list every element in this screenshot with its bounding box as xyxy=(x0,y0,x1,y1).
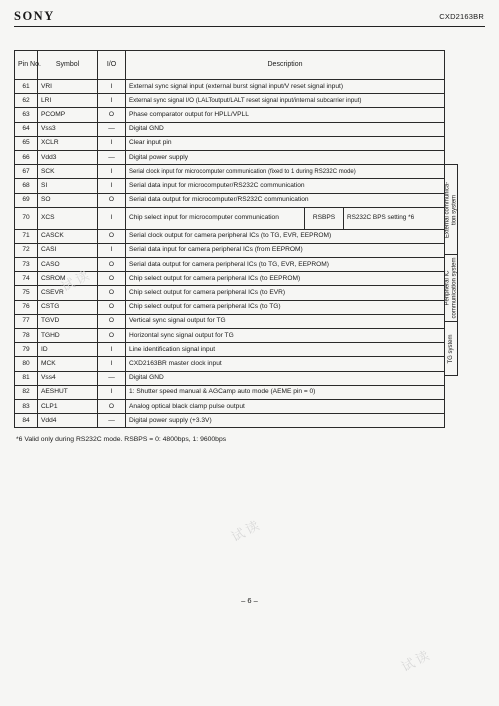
pin-io: O xyxy=(98,272,126,286)
pin-description: Digital power supply (+3.3V) xyxy=(126,414,445,428)
table-row xyxy=(15,314,445,328)
table-row xyxy=(15,399,445,413)
pin-number: 61 xyxy=(15,80,38,94)
footnote: *6 Valid only during RS232C mode. RSBPS = 0: 4800bps, 1: 9600bps xyxy=(16,436,227,443)
rsbps-label: RSBPS xyxy=(305,207,344,229)
pin-io: O xyxy=(98,193,126,207)
pin-number: 84 xyxy=(15,414,38,428)
pin-symbol: CSTG xyxy=(38,300,98,314)
pin-number: 83 xyxy=(15,399,38,413)
pin-symbol: VRI xyxy=(38,80,98,94)
pin-symbol: PCOMP xyxy=(38,108,98,122)
table-header-row xyxy=(15,51,445,80)
pin-description: Chip select output for camera peripheral ICs (to TG) xyxy=(126,300,445,314)
tg-system-label: TG system xyxy=(447,333,454,364)
pin-number: 65 xyxy=(15,136,38,150)
pin-symbol: TGVD xyxy=(38,314,98,328)
table-row xyxy=(15,193,445,207)
pin-description: Vertical sync signal output for TG xyxy=(126,314,445,328)
watermark-text: 试读 xyxy=(58,266,95,295)
pin-io: O xyxy=(98,300,126,314)
pin-symbol: XCLR xyxy=(38,136,98,150)
pin-description: Digital GND xyxy=(126,371,445,385)
pin-description: Clear input pin xyxy=(126,136,445,150)
pin-description: Analog optical black clamp pulse output xyxy=(126,399,445,413)
pin-symbol: CASCK xyxy=(38,229,98,243)
pin-symbol: TGHD xyxy=(38,329,98,343)
pin-description: Chip select input for microcomputer communication xyxy=(126,207,305,229)
pin-io: O xyxy=(98,314,126,328)
pin-io: I xyxy=(98,243,126,257)
pin-number: 74 xyxy=(15,272,38,286)
pin-description: Serial data input for camera peripheral ICs (from EEPROM) xyxy=(126,243,445,257)
pin-symbol: Vss3 xyxy=(38,122,98,136)
table-row xyxy=(15,80,445,94)
pin-number: 71 xyxy=(15,229,38,243)
header-rule xyxy=(14,26,485,27)
pin-io: O xyxy=(98,108,126,122)
pin-description: Chip select output for camera peripheral ICs (to EEPROM) xyxy=(126,272,445,286)
pin-io: — xyxy=(98,150,126,164)
table-row xyxy=(15,179,445,193)
pin-number: 82 xyxy=(15,385,38,399)
pin-symbol: CSEVR xyxy=(38,286,98,300)
pin-io: I xyxy=(98,179,126,193)
table-row xyxy=(15,414,445,428)
peripheral-ic-label: Peripheral IC communication system xyxy=(444,257,457,319)
pin-io: I xyxy=(98,94,126,108)
header-description: Description xyxy=(126,51,445,80)
table-row xyxy=(15,207,445,229)
table-row xyxy=(15,108,445,122)
rs232c-bps-setting: RS232C BPS setting *6 xyxy=(344,207,445,229)
pin-description: External sync signal input (external burst signal input/V reset signal input) xyxy=(126,80,445,94)
table-row xyxy=(15,122,445,136)
watermark-text: 试读 xyxy=(398,646,435,675)
pin-description: Phase comparator output for HPLL/VPLL xyxy=(126,108,445,122)
pin-number: 67 xyxy=(15,165,38,179)
pin-description: Serial data output for microcomputer/RS232C communication xyxy=(126,193,445,207)
table-row xyxy=(15,94,445,108)
pin-symbol: CASI xyxy=(38,243,98,257)
pin-description: 1: Shutter speed manual & AGCamp auto mode (AEME pin = 0) xyxy=(126,385,445,399)
pin-description: Line identification signal input xyxy=(126,343,445,357)
pin-symbol: CSROM xyxy=(38,272,98,286)
pin-io: I xyxy=(98,207,126,229)
pin-number: 69 xyxy=(15,193,38,207)
external-communication-group xyxy=(444,164,458,255)
table-row xyxy=(15,229,445,243)
pin-symbol: CLP1 xyxy=(38,399,98,413)
brand-logo: SONY xyxy=(14,9,55,23)
pin-number: 73 xyxy=(15,258,38,272)
header-pin: Pin No. xyxy=(15,51,38,80)
table-row xyxy=(15,343,445,357)
pin-io: I xyxy=(98,343,126,357)
table-row xyxy=(15,150,445,164)
page-number: – 6 – xyxy=(241,596,258,605)
tg-system-group xyxy=(444,321,458,376)
pin-number: 62 xyxy=(15,94,38,108)
pin-description: Digital GND xyxy=(126,122,445,136)
pin-symbol: Vdd3 xyxy=(38,150,98,164)
pin-description: Digital power supply xyxy=(126,150,445,164)
pin-io: O xyxy=(98,399,126,413)
pin-io: O xyxy=(98,229,126,243)
pin-io: I xyxy=(98,80,126,94)
pin-symbol: AESHUT xyxy=(38,385,98,399)
pin-description-table xyxy=(14,50,445,428)
table-row xyxy=(15,357,445,371)
table-row xyxy=(15,243,445,257)
pin-number: 70 xyxy=(15,207,38,229)
pin-number: 75 xyxy=(15,286,38,300)
external-communication-label: External communica- tion system xyxy=(444,181,457,238)
pin-number: 81 xyxy=(15,371,38,385)
pin-number: 80 xyxy=(15,357,38,371)
pin-symbol: MCK xyxy=(38,357,98,371)
pin-number: 72 xyxy=(15,243,38,257)
pin-description: Serial clock input for microcomputer communication (fixed to 1 during RS232C mode) xyxy=(126,165,445,179)
pin-symbol: SI xyxy=(38,179,98,193)
pin-symbol: LRI xyxy=(38,94,98,108)
pin-symbol: Vdd4 xyxy=(38,414,98,428)
pin-io: — xyxy=(98,371,126,385)
pin-symbol: CASO xyxy=(38,258,98,272)
header-io: I/O xyxy=(98,51,126,80)
header-symbol: Symbol xyxy=(38,51,98,80)
table-row xyxy=(15,371,445,385)
pin-io: O xyxy=(98,329,126,343)
pin-io: O xyxy=(98,258,126,272)
pin-number: 68 xyxy=(15,179,38,193)
pin-number: 66 xyxy=(15,150,38,164)
pin-description: Serial data output for camera peripheral ICs (to TG, EVR, EEPROM) xyxy=(126,258,445,272)
pin-number: 64 xyxy=(15,122,38,136)
pin-symbol: XCS xyxy=(38,207,98,229)
pin-number: 79 xyxy=(15,343,38,357)
pin-number: 77 xyxy=(15,314,38,328)
pin-io: I xyxy=(98,165,126,179)
pin-io: I xyxy=(98,385,126,399)
pin-description: Horizontal sync signal output for TG xyxy=(126,329,445,343)
peripheral-ic-group xyxy=(444,254,458,322)
watermark-text: 试读 xyxy=(228,516,265,545)
pin-io: I xyxy=(98,357,126,371)
pin-number: 78 xyxy=(15,329,38,343)
pin-symbol: Vss4 xyxy=(38,371,98,385)
pin-number: 63 xyxy=(15,108,38,122)
pin-io: — xyxy=(98,414,126,428)
pin-number: 76 xyxy=(15,300,38,314)
pin-io: — xyxy=(98,122,126,136)
table-row xyxy=(15,300,445,314)
pin-description: External sync signal I/O (LALToutput/LALT reset signal input/internal subcarrier input) xyxy=(126,94,445,108)
part-number: CXD2163BR xyxy=(439,12,484,21)
table-row xyxy=(15,165,445,179)
pin-symbol: SO xyxy=(38,193,98,207)
table-row xyxy=(15,329,445,343)
pin-io: I xyxy=(98,136,126,150)
pin-io: O xyxy=(98,286,126,300)
table-row xyxy=(15,136,445,150)
pin-symbol: SCK xyxy=(38,165,98,179)
pin-symbol: ID xyxy=(38,343,98,357)
pin-description: Chip select output for camera peripheral ICs (to EVR) xyxy=(126,286,445,300)
table-row xyxy=(15,385,445,399)
pin-description: Serial data input for microcomputer/RS232C communication xyxy=(126,179,445,193)
pin-description: Serial clock output for camera peripheral ICs (to TG, EVR, EEPROM) xyxy=(126,229,445,243)
pin-description: CXD2163BR master clock input xyxy=(126,357,445,371)
